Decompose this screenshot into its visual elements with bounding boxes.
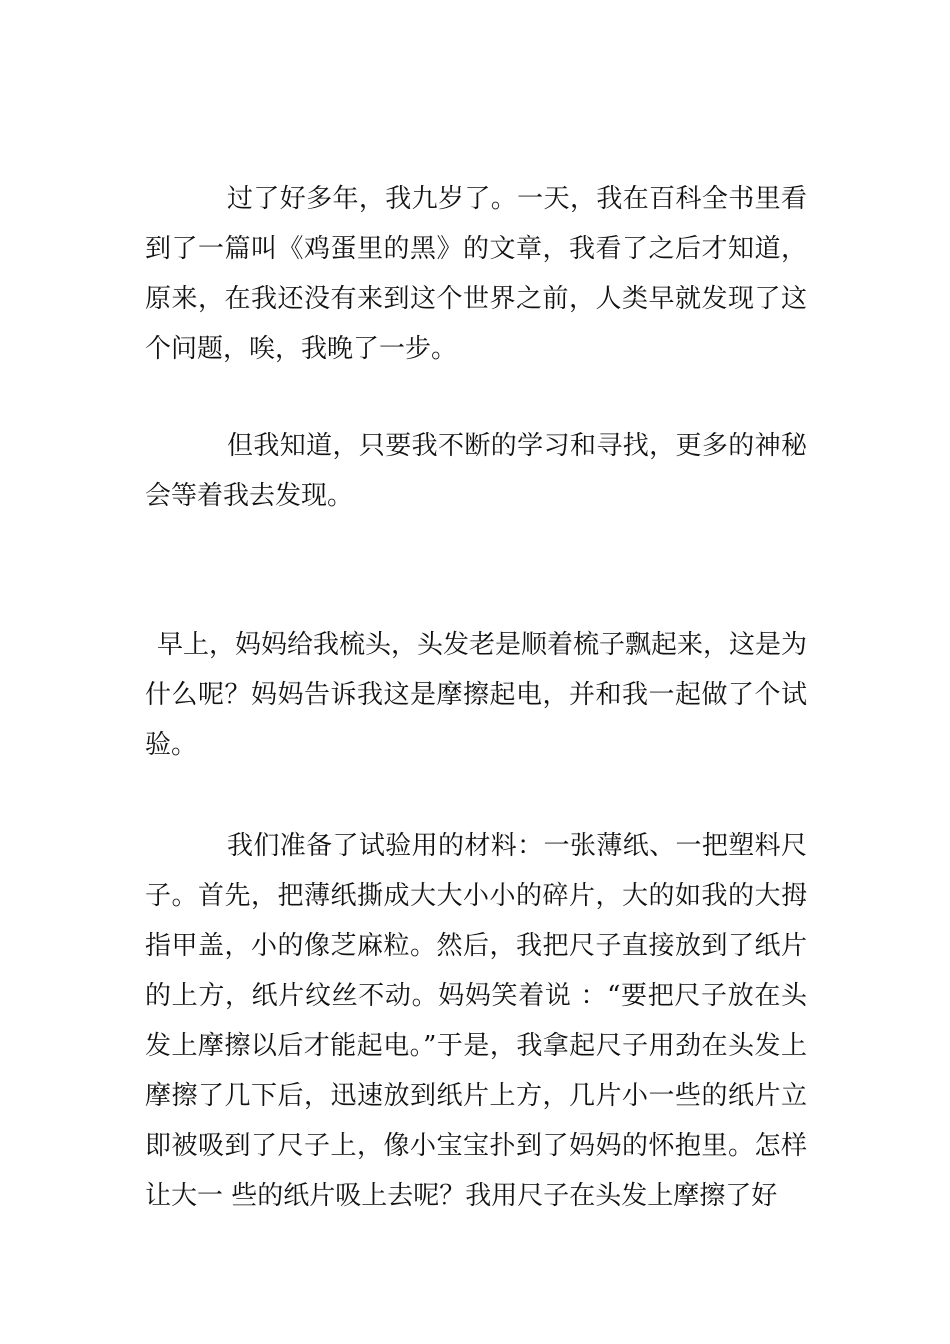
paragraph-2: 但我知道，只要我不断的学习和寻找，更多的神秘会等着我去发现。 [145, 431, 807, 511]
paragraph-3: 早上，妈妈给我梳头，头发老是顺着梳子飘起来，这是为什么呢？妈妈告诉我这是摩擦起电，并和我一起做了个试验。 [145, 630, 808, 760]
paragraph-1: 过了好多年，我九岁了。一天，我在百科全书里看到了一篇叫《鸡蛋里的黑》的文章，我看了之后才知道，原来，在我还没有来到这个世界之前，人类早就发现了这个问题，唉，我晚了一步。 [145, 184, 807, 364]
paragraph-4: 我们准备了试验用的材料：一张薄纸、一把塑料尺子。首先，把薄纸撕成大大小小的碎片，大的如我的大拇指甲盖，小的像芝麻粒。然后，我把尺子直接放到了纸片的上方，纸片纹丝不动。妈妈笑着说 ：“要把尺子放在头发上摩擦以后才能起电。”于是，我拿起尺子用劲在头发上摩擦了几下后，迅速放到纸片上方，几片小一些的纸片立即被吸到了尺子上，像小宝宝扑到了妈妈的怀抱里。怎样让大一 些的纸片吸上去呢？我用尺子在头发上摩擦了好 [145, 831, 807, 1211]
